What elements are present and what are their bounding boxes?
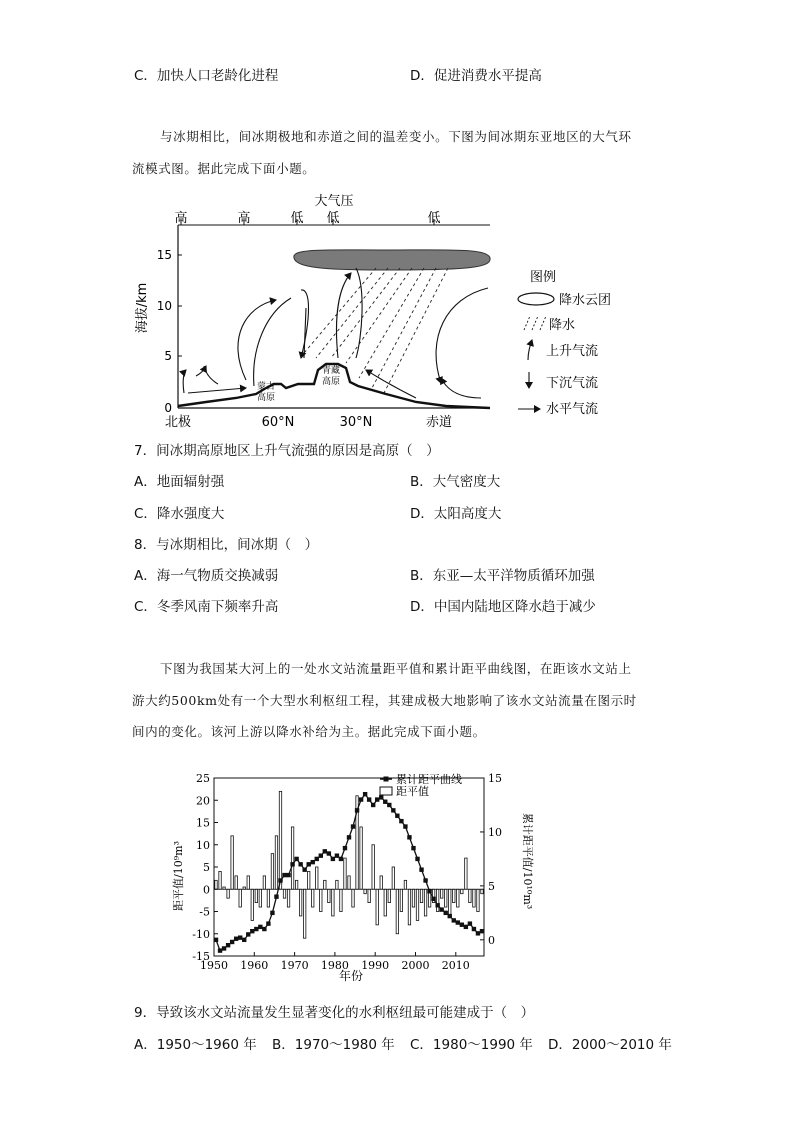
anomaly-bar	[251, 889, 253, 920]
cumulative-point	[383, 800, 387, 804]
cumulative-point	[452, 918, 456, 922]
cumulative-point	[363, 792, 367, 796]
cumulative-point	[411, 846, 415, 850]
cumulative-point	[307, 862, 311, 866]
cumulative-point	[319, 853, 323, 857]
cumulative-point	[435, 903, 439, 907]
pressure-label-low-2: 低	[326, 211, 340, 226]
cumulative-point	[468, 921, 472, 925]
anomaly-bar	[412, 889, 414, 907]
y-tick-0: 0	[164, 401, 172, 415]
x-axis-label: 年份	[338, 969, 364, 983]
anomaly-bar	[457, 889, 459, 907]
mongolia-plateau-label-1: 蒙古	[256, 382, 276, 392]
cumulative-point	[234, 937, 238, 941]
cumulative-point	[266, 921, 270, 925]
cumulative-point	[343, 846, 347, 850]
cumulative-point	[355, 808, 359, 812]
cumulative-point	[448, 914, 452, 918]
cumulative-point	[339, 857, 343, 861]
pressure-label-high-1: 高	[174, 211, 188, 226]
y-tick-5: 5	[164, 349, 172, 363]
left-tick-label: -5	[199, 905, 210, 919]
circulation-diagram	[126, 188, 626, 432]
cumulative-point	[230, 940, 234, 944]
anomaly-bar	[420, 889, 422, 902]
cumulative-point	[218, 948, 222, 952]
cumulative-point	[286, 873, 290, 877]
x-tick-label: 1990	[361, 959, 390, 972]
cumulative-point	[246, 932, 250, 936]
cumulative-point	[407, 835, 411, 839]
cumulative-point	[387, 803, 391, 807]
legend-updraft-symbol	[528, 340, 532, 360]
x-label-equator: 赤道	[425, 415, 453, 430]
cumulative-point	[359, 797, 363, 801]
left-tick-label: 0	[203, 883, 210, 897]
anomaly-bar	[424, 889, 426, 916]
y-tick-15: 15	[156, 248, 172, 262]
cumulative-point	[294, 857, 298, 861]
y-axis-label: 海拔/km	[135, 282, 150, 334]
anomaly-bar	[465, 858, 467, 889]
cumulative-point	[331, 857, 335, 861]
cumulative-point	[476, 931, 480, 935]
anomaly-bar	[436, 889, 438, 911]
legend-cumulative: 累计距平曲线	[396, 773, 462, 786]
anomaly-bar	[340, 889, 342, 911]
anomaly-bar	[364, 889, 366, 893]
anomaly-bar	[291, 827, 293, 889]
anomaly-bar	[453, 889, 455, 902]
cumulative-point	[250, 929, 254, 933]
q7-stem: 7．间冰期高原地区上升气流强的原因是高原（ ）	[134, 443, 440, 459]
right-tick-label: 15	[488, 772, 502, 785]
mongolia-plateau-label-2: 高原	[256, 393, 276, 403]
cumulative-point	[351, 824, 355, 828]
y-tick-10: 10	[156, 299, 172, 313]
anomaly-bar	[255, 889, 257, 902]
cumulative-point	[427, 889, 431, 893]
anomaly-bar	[392, 867, 394, 889]
cumulative-point	[315, 857, 319, 861]
anomaly-bar	[388, 889, 390, 902]
cumulative-point	[262, 927, 266, 931]
anomaly-bar	[231, 836, 233, 889]
cumulative-point	[323, 849, 327, 853]
x-label-north-pole: 北极	[164, 415, 192, 430]
cumulative-point	[282, 873, 286, 877]
cumulative-point	[302, 867, 306, 871]
anomaly-bar	[324, 880, 326, 889]
x-label-60n: 60°N	[261, 415, 295, 430]
pressure-title: 大气压	[314, 194, 354, 209]
anomaly-bar	[239, 889, 241, 907]
anomaly-bar	[275, 836, 277, 889]
q8-option-d: D．中国内陆地区降水趋于减少	[410, 599, 596, 615]
cumulative-point	[444, 911, 448, 915]
anomaly-bar	[336, 880, 338, 889]
anomaly-bar	[247, 876, 249, 889]
passage2-line2: 游大约500km处有一个大型水利枢纽工程，其建成极大地影响了该水文站流量在图示时	[132, 693, 637, 708]
anomaly-bar	[376, 889, 378, 925]
anomaly-bar	[396, 889, 398, 934]
anomaly-bar	[259, 889, 261, 907]
legend-cloud-symbol	[518, 293, 554, 305]
q8-stem: 8．与冰期相比，间冰期（ ）	[134, 537, 319, 553]
right-tick-label: 5	[488, 879, 495, 893]
q8-option-c: C．冬季风南下频率升高	[134, 599, 279, 615]
anomaly-bar	[461, 889, 463, 893]
chart-legend	[380, 772, 462, 798]
anomaly-bar	[473, 889, 475, 907]
pressure-label-low-3: 低	[427, 211, 441, 226]
qinghai-plateau-label-2: 高原	[321, 377, 341, 387]
cumulative-point	[399, 819, 403, 823]
cumulative-point	[439, 907, 443, 911]
pressure-label-low-1: 低	[290, 211, 304, 226]
cumulative-point	[311, 860, 315, 864]
cumulative-point	[431, 897, 435, 901]
anomaly-bar	[320, 889, 322, 911]
cumulative-point	[379, 795, 383, 799]
anomaly-bar	[279, 791, 281, 889]
anomaly-bar	[449, 889, 451, 916]
anomaly-bar	[235, 876, 237, 889]
q9-option-a: A．1950～1960 年	[134, 1037, 257, 1053]
left-tick-label: 5	[203, 861, 210, 874]
cumulative-point	[464, 925, 468, 929]
anomaly-bar	[307, 871, 309, 889]
q6-option-d: D．促进消费水平提高	[410, 68, 542, 84]
cumulative-point	[403, 824, 407, 828]
cumulative-point	[274, 894, 278, 898]
anomaly-bar	[445, 889, 447, 907]
legend-anomaly: 距平值	[396, 785, 429, 798]
cumulative-point	[472, 927, 476, 931]
x-tick-label: 2010	[441, 959, 470, 972]
qinghai-plateau-label-1: 青藏	[321, 366, 341, 376]
cumulative-point	[460, 923, 464, 927]
anomaly-bar	[408, 889, 410, 925]
x-tick-label: 2000	[401, 959, 430, 972]
anomaly-bar	[316, 867, 318, 889]
passage2-line3: 间内的变化。该河上游以降水补给为主。据此完成下面小题。	[132, 724, 486, 739]
cumulative-point	[226, 943, 230, 947]
cumulative-point	[423, 878, 427, 882]
anomaly-bar	[332, 889, 334, 916]
legend-horizontal: 水平气流	[546, 402, 599, 417]
legend-title: 图例	[530, 270, 557, 285]
left-y-label: 距平值/10⁹m³	[172, 841, 185, 911]
pressure-label-high-2: 高	[237, 211, 251, 226]
q9-option-b: B．1970～1980 年	[272, 1037, 395, 1053]
anomaly-bar	[295, 880, 297, 889]
cumulative-point	[395, 814, 399, 818]
anomaly-bar	[328, 889, 330, 902]
anomaly-bar	[416, 889, 418, 920]
cumulative-point	[278, 878, 282, 882]
anomaly-bar	[352, 889, 354, 907]
passage2-line1: 下图为我国某大河上的一处水文站流量距平值和累计距平曲线图，在距该水文站上	[160, 661, 632, 676]
anomaly-bar	[469, 889, 471, 902]
q7-option-a: A．地面辐射强	[134, 474, 225, 490]
anomaly-bar	[219, 871, 221, 889]
cumulative-point	[238, 935, 242, 939]
anomaly-bar	[271, 854, 273, 890]
left-tick-label: -10	[192, 927, 210, 941]
q8-option-a: A．海一气物质交换减弱	[134, 568, 279, 584]
anomaly-bar	[481, 889, 483, 893]
q9-option-c: C．1980～1990 年	[410, 1037, 533, 1053]
anomaly-bars	[215, 791, 483, 938]
anomaly-bar	[344, 858, 346, 889]
anomaly-bar	[312, 889, 314, 907]
passage1-line1: 与冰期相比，间冰期极地和赤道之间的温差变小。下图为间冰期东亚地区的大气环	[160, 129, 632, 144]
anomaly-bar	[287, 889, 289, 907]
anomaly-bar	[360, 827, 362, 889]
cumulative-point	[371, 803, 375, 807]
legend-updraft: 上升气流	[546, 344, 599, 359]
q9-stem: 9．导致该水文站流量发生显著变化的水利枢纽最可能建成于（ ）	[134, 1005, 535, 1021]
cumulative-point	[391, 808, 395, 812]
anomaly-bar	[227, 889, 229, 898]
cumulative-point	[335, 853, 339, 857]
anomaly-bar	[215, 880, 217, 889]
cumulative-curve	[214, 792, 484, 953]
anomaly-bar	[380, 876, 382, 889]
anomaly-bar	[267, 889, 269, 907]
anomaly-bar	[440, 889, 442, 898]
cumulative-point	[258, 925, 262, 929]
legend-precip-cloud: 降水云团	[559, 293, 612, 308]
cumulative-point	[327, 851, 331, 855]
q7-option-d: D．太阳高度大	[410, 506, 502, 522]
passage1-line2: 流模式图。据此完成下面小题。	[132, 161, 316, 176]
cumulative-point	[242, 938, 246, 942]
cumulative-point	[222, 946, 226, 950]
q7-option-c: C．降水强度大	[134, 506, 225, 522]
legend-precip-symbol	[524, 316, 546, 330]
q9-option-d: D．2000～2010 年	[548, 1037, 672, 1053]
left-tick-label: 25	[196, 772, 210, 785]
anomaly-bar	[303, 889, 305, 938]
anomaly-bar	[368, 889, 370, 902]
legend-precip: 降水	[549, 318, 576, 333]
left-tick-label: 20	[196, 794, 210, 808]
q6-option-c: C．加快人口老龄化进程	[134, 68, 279, 84]
anomaly-bar	[348, 876, 350, 889]
anomaly-bar	[283, 889, 285, 898]
anomaly-bar	[372, 845, 374, 890]
x-tick-label: 1970	[280, 959, 309, 972]
cumulative-point	[290, 862, 294, 866]
x-tick-label: 1950	[200, 959, 228, 972]
left-tick-label: -15	[192, 950, 210, 963]
right-y-label: 累计距平值/10¹⁰m³	[521, 812, 534, 910]
anomaly-bar	[384, 889, 386, 916]
anomaly-bar	[400, 889, 402, 911]
runoff-anomaly-chart	[168, 766, 548, 988]
left-tick-label: 15	[196, 816, 210, 830]
cumulative-point	[270, 911, 274, 915]
cumulative-point	[367, 797, 371, 801]
cumulative-point	[456, 920, 460, 924]
cumulative-point	[419, 867, 423, 871]
cumulative-point	[298, 862, 302, 866]
q7-option-b: B．大气密度大	[410, 474, 501, 490]
anomaly-bar	[263, 876, 265, 889]
x-tick-label: 1980	[320, 959, 349, 972]
precipitation-cloud	[294, 250, 490, 270]
cumulative-point	[254, 927, 258, 931]
anomaly-bar	[299, 889, 301, 916]
right-tick-label: 10	[488, 825, 502, 839]
left-tick-label: 10	[196, 838, 210, 852]
anomaly-bar	[477, 889, 479, 911]
anomaly-bar	[404, 880, 406, 889]
q8-option-b: B．东亚—太平洋物质循环加强	[410, 568, 595, 584]
cumulative-point	[347, 835, 351, 839]
x-tick-label: 1960	[240, 959, 269, 972]
legend-downdraft: 下沉气流	[546, 376, 599, 391]
cumulative-point	[415, 857, 419, 861]
right-tick-label: 0	[488, 933, 495, 947]
x-label-30n: 30°N	[339, 415, 373, 430]
cumulative-point	[375, 797, 379, 801]
